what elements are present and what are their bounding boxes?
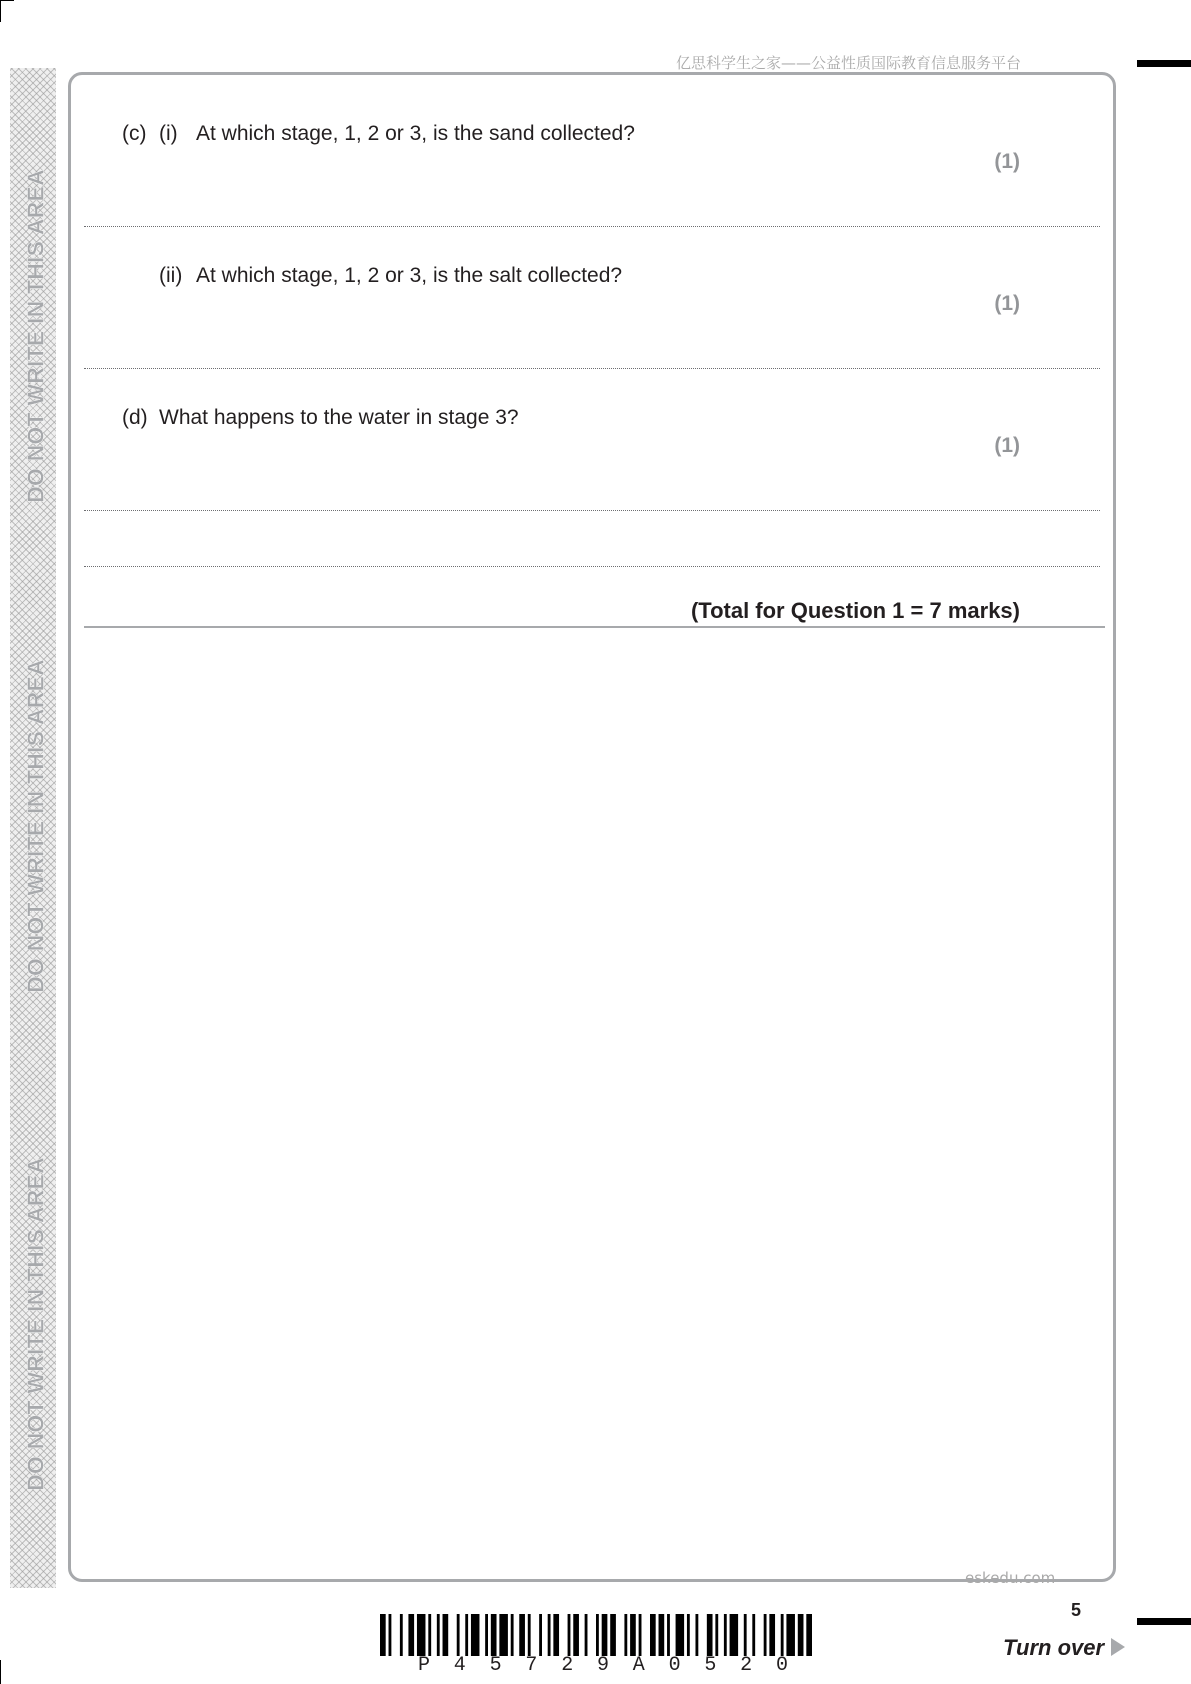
registration-mark-bottom: [1137, 1618, 1191, 1625]
question-c-ii-marks: (1): [994, 292, 1020, 315]
answer-line-c-ii[interactable]: [84, 368, 1100, 369]
question-c-i-marks: (1): [994, 150, 1020, 173]
question-d-marks: (1): [994, 434, 1020, 457]
margin-warning-bottom: DO NOT WRITE IN THIS AREA: [22, 1157, 49, 1491]
turn-over-label: Turn over: [1003, 1635, 1105, 1660]
crop-mark-top-left-horizontal: [0, 0, 14, 1]
barcode-char: 4: [453, 1654, 466, 1677]
barcode-char: 2: [740, 1654, 753, 1677]
total-divider: [84, 626, 1105, 628]
registration-mark-top: [1137, 60, 1191, 67]
margin-warning-middle: DO NOT WRITE IN THIS AREA: [22, 659, 49, 993]
header-watermark: 亿思科学生之家——公益性质国际教育信息服务平台: [676, 54, 1022, 72]
crop-mark-top-left: [0, 0, 1, 22]
crop-mark-bottom-left: [0, 1660, 1, 1684]
site-watermark: eskedu.com: [965, 1569, 1056, 1587]
question-c-ii-text: At which stage, 1, 2 or 3, is the salt collected?: [196, 264, 623, 287]
answer-line-c-i[interactable]: [84, 226, 1100, 227]
question-d-number: (d): [122, 406, 148, 429]
question-c-label: (c): [122, 122, 147, 145]
barcode: [380, 1614, 812, 1656]
barcode-char: A: [632, 1654, 645, 1677]
barcode-char: 0: [775, 1654, 788, 1677]
margin-warning-top: DO NOT WRITE IN THIS AREA: [22, 169, 49, 503]
answer-line-d-1[interactable]: [84, 510, 1100, 511]
barcode-char: 2: [561, 1654, 574, 1677]
barcode-text: [418, 1654, 788, 1677]
barcode-char: 0: [668, 1654, 681, 1677]
question-c-ii-number: (ii): [159, 264, 183, 287]
question-total: (Total for Question 1 = 7 marks): [690, 598, 1020, 623]
barcode-char: 9: [596, 1654, 609, 1677]
page-number: 5: [1071, 1600, 1082, 1620]
answer-frame: [68, 72, 1116, 1582]
barcode-char: 5: [489, 1654, 502, 1677]
question-c-i-number: (i): [159, 122, 178, 145]
question-d-text: What happens to the water in stage 3?: [159, 406, 519, 429]
answer-line-d-2[interactable]: [84, 566, 1100, 567]
question-c-i-text: At which stage, 1, 2 or 3, is the sand collected?: [196, 122, 635, 145]
barcode-char: 5: [704, 1654, 717, 1677]
barcode-char: 7: [525, 1654, 538, 1677]
barcode-char: P: [418, 1654, 431, 1677]
turn-over-arrow-icon: [1111, 1638, 1125, 1656]
